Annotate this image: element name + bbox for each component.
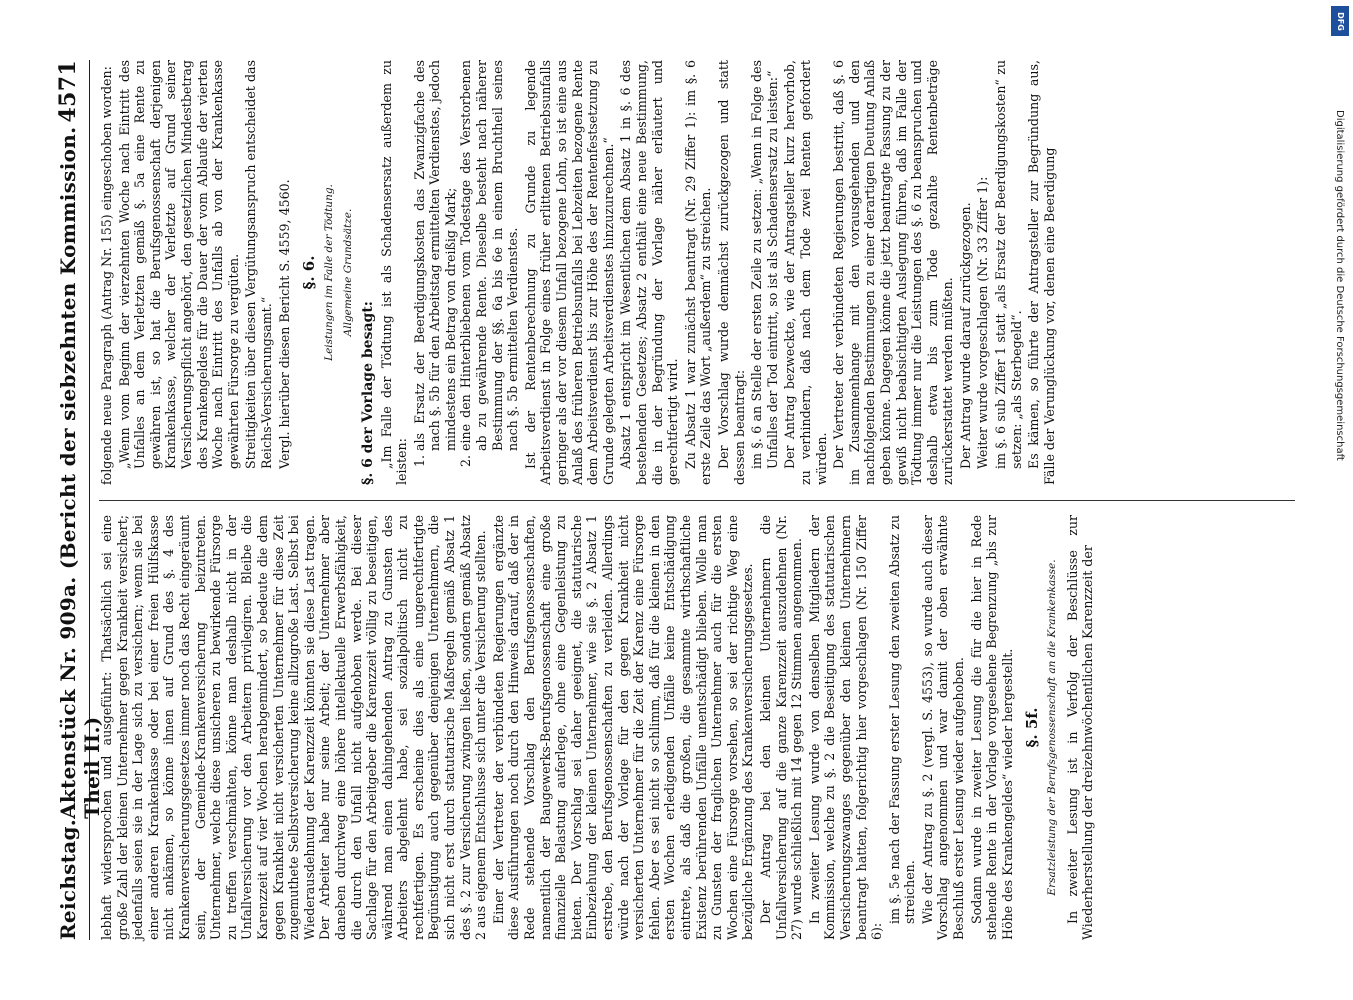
paragraph: Es kämen, so führte der Antragsteller zur Begründung aus, Fälle der Verunglückung vor, denen eine Beerdigung [1026,60,1057,485]
paragraph: Absatz 1 entspricht im Wesentlichen dem Absatz 1 in §. 6 des bestehenden Gesetzes; Absatz 2 enthält eine neue Bestimmung, die in der Begründung der Vorlage näher erläutert und gerechtfertigt wird. [618,60,681,485]
paragraph: Wie der Antrag zu §. 2 (vergl. S. 4553), so wurde auch dieser Vorschlag angenommen und war damit der oben erwähnte Beschluß erster Lesung wieder aufgehoben. [919,515,967,940]
paragraph: Der Antrag wurde darauf zurückgezogen. [957,202,973,469]
quoted-text: „Wenn vom Beginn der vierzehnten Woche nach Eintritt des Unfalles an dem Verletzten gemäß §. 5a eine Rente zu gewähren ist, so hat die Berufsgenossenschaft derjenigen Krankenkasse, welcher der Verletzte auf Grund seiner Versicherungspflicht angehört, den gesetzlichen Mindestbetrag des Krankengeldes für die Dauer der vom Ablaufe der vierten Woche nach Eintritt des Unfalls ab von der Krankenkasse gewährten Fürsorge zu vergüten. [116,60,241,469]
paragraph: Weiter wurde vorgeschlagen (Nr. 33 Ziffer 1): [975,176,991,469]
list-item: 2. eine den Hinterbliebenen vom Todestage des Verstorbenen ab zu gewährende Rente. Dieselbe besteht nach näherer Bestimmung der §§. 6a bis 6e in einem Bruchtheil seines nach §. 5b ermittelten Verdienstes. [458,60,520,451]
paragraph: Sodann wurde in zweiter Lesung die für die hier in Rede stehende Rente in der Vorlage vorgesehene Begrenzung „bis zur Höhe des Krankengeldes“ wieder hergestellt. [968,515,1015,940]
paragraph: In zweiter Lesung ist in Verfolg der Beschlüsse zur Wiederherstellung der dreizehnwöchentlichen Karenzzeit der [1064,515,1096,940]
section-heading: §. 5f. [1023,707,1042,748]
subheading: Leistungen im Falle der Tödtung. [322,184,335,361]
paragraph: Der Antrag bezweckte, wie der Antragsteller kurz hervorhob, zu verhindern, daß nach dem Tode zwei Renten gefordert würden. [782,60,829,485]
digitization-note-text: Digitalisierung gefördert durch die Deutsche Forschungsgemeinschaft [1334,110,1345,461]
paragraph: Vergl. hierüber diesen Bericht S. 4559, 4560. [276,179,292,469]
paragraph: Zu Absatz 1 war zunächst beantragt (Nr. 29 Ziffer 1): im §. 6 erste Zeile das Wort „außerdem“ zu streichen. [682,60,714,485]
right-column [99,60,1295,485]
page-header [55,60,104,940]
list-item: 1. als Ersatz der Beerdigungskosten das Zwanzigfache des nach §. 5b für den Arbeitstag ermittelten Verdienstes, jedoch mindestens ein Betrag von dreißig Mark; [412,60,459,451]
paragraph: folgende neue Paragraph (Antrag Nr. 155) eingeschoben worden: [99,66,114,485]
paragraph: In zweiter Lesung wurde von denselben Mitgliedern der Kommission, welche zu §. 2 die Beseitigung des statutarischen Versicherungszwanges gegenüber den kleinen Unternehmern beantragt hatten, folgerichtig hier vorgeschlagen (Nr. 150 Ziffer 6): [806,515,885,940]
paragraph: Der Vorschlag wurde demnächst zurückgezogen und statt dessen beantragt: [715,60,747,485]
subheading: Allgemeine Grundsätze. [342,208,355,337]
paragraph: „Im Falle der Tödtung ist als Schadensersatz außerdem zu leisten: [378,60,410,485]
paragraph: lebhaft widersprochen und ausgeführt: Thatsächlich sei eine große Zahl der kleinen Unternehmer gegen Krankheit versichert; jedenfalls seien sie in der Lage sich zu versichern; wenn sie bei einer anderen Krankenkasse oder bei einer freien Hülfskasse nicht ankämen, so könne ihnen auf Grund des §. 4 des Krankenversicherungsgesetzes immer noch das Recht eingeräumt sein, der Gemeinde-Krankenversicherung beizutreten. Unternehmer, welche diese unsicheren zu bewirkende Fürsorge zu treffen verschmähten, könne man deshalb nicht in der Unfallversicherung vor den Arbeitern privilegiren. Bleibe die Karenzzeit auf vier Wochen herabgemindert, so bedeute die dem gegen Krankheit nicht versicherten Unternehmer für diese Zeit zugemuthete Selbstversicherung keine allzugroße Last. Selbst bei Wiederausdehnung der Karenzzeit könnten sie diese Last tragen. Der Arbeiter habe nur seine Arbeit; der Unternehmer aber daneben durchweg eine höhere intellektuelle Erwerbsfähigkeit, die durch den Unfall nicht aufgehoben werde. Bei dieser Sachlage für den Arbeitgeber die Karenzzeit völlig zu beseitigen, während man einen dahingehenden Antrag zu Gunsten des Arbeiters abgelehnt habe, sei sozialpolitisch nicht zu rechtfertigen. Es erscheine dies als eine ungerechtfertigte Begünstigung auch gegenüber denjenigen Unternehmern, die sich nicht erst durch statutarische Maßregeln gemäß Absatz 1 des §. 2 zur Versicherung zwingen ließen, sondern gemäß Absatz 2 aus eigenem Entschlusse sich unter die Versicherung stellten. [99,515,489,940]
dfg-logo [1331,6,1349,36]
column-divider [99,500,1295,501]
digitization-note [1331,110,1347,890]
dfg-logo-text: DFG [1335,11,1345,31]
paragraph: Ist der Rentenberechnung zu Grunde zu legende Arbeitsverdienst in Folge eines früher erlittenen Betriebsunfalls geringer als der vor diesem Unfall bezogene Lohn, so ist eine aus Anlaß des früheren Betriebsunfalls bei Lebzeiten bezogene Rente dem Arbeitsverdienst bis zur Höhe des der Rentenfestsetzung zu Grunde gelegten Arbeitsverdienstes hinzuzurechnen.“ [522,60,616,485]
page-number: 4571 [55,60,81,123]
subheading: Ersatzleistung der Berufsgenossenschaft an die Krankenkasse. [1046,559,1059,896]
section-heading: §. 6. [300,255,319,290]
paragraph: Einer der Vertreter der verbündeten Regierungen ergänzte diese Ausführungen noch durch den Hinweis darauf, daß der in Rede stehende Vorschlag den Berufsgenossenschaften, namentlich der Baugewerks-Berufsgenossenschaft eine große finanzielle Belastung auferlege, ohne eine Gegenleistung zu bieten. Der Vorschlag sei daher geeignet, die statutarische Einbeziehung der kleinen Unternehmer, wie sie §. 2 Absatz 1 erstrebe, den Berufsgenossenschaften zu verleiden. Allerdings würde nach der Vorlage für den gegen Krankheit nicht versicherten Unternehmer für die Zeit der Karenz eine Fürsorge fehlen. Aber es sei nicht so schlimm, daß für die kleinen in den ersten Wochen erledigenden Unfälle keine Entschädigung eintrete, als daß die großen, die gesammte wirthschaftliche Existenz berührenden Unfälle unentschädigt blieben. Wolle man zu Gunsten der fraglichen Unternehmer auch für die ersten Wochen eine Fürsorge vorsehen, so sei der richtige Weg eine bezügliche Ergänzung des Krankenversicherungsgesetzes. [490,515,756,940]
header-title: Aktenstück Nr. 909a. (Bericht der siebzehnten Kommission. Theil II.) [56,126,104,819]
quoted-text: im §. 5e nach der Fassung erster Lesung den zweiten Absatz zu streichen. [886,515,918,924]
rotated-page [55,60,1295,940]
left-column [99,515,1295,940]
bold-heading: §. 6 der Vorlage besagt: [359,301,376,485]
paragraph: Der Antrag bei den kleinen Unternehmern die Unfallversicherung auf die ganze Karenzzeit auszudehnen (Nr. 27) wurde schließlich mit 14 gegen 12 Stimmen angenommen. [757,515,805,940]
quoted-text: im §. 6 sub Ziffer 1 statt „als Ersatz der Beerdigungskosten“ zu setzen: „als Sterbegeld“. [993,60,1024,469]
quoted-text: im §. 6 an Stelle der ersten Zeile zu setzen: „Wenn in Folge des Unfalles der Tod eintritt, so ist als Schadensersatz zu leisten:“ [749,60,780,469]
quoted-text: Streitigkeiten über diesen Vergütungsanspruch entscheidet das Reichs-Versicherungsamt.“ [243,60,274,469]
numbered-list [412,60,521,485]
header-left: Reichstag. [56,818,80,940]
paragraph: Der Vertreter der verbündeten Regierungen bestritt, daß §. 6 im Zusammenhange mit den vorausgehenden und den nachfolgenden Bestimmungen zu einer derartigen Deutung Anlaß geben könne. Dagegen könne die jetzt beantragte Fassung zu der gewiß nicht beabsichtigten Auslegung führen, daß im Falle der Tödtung immer nur die Leistungen des §. 6 zu beanspruchen und deshalb etwa bis zum Tode gezahlte Rentenbeträge zurückerstattet werden müßten. [831,60,956,485]
